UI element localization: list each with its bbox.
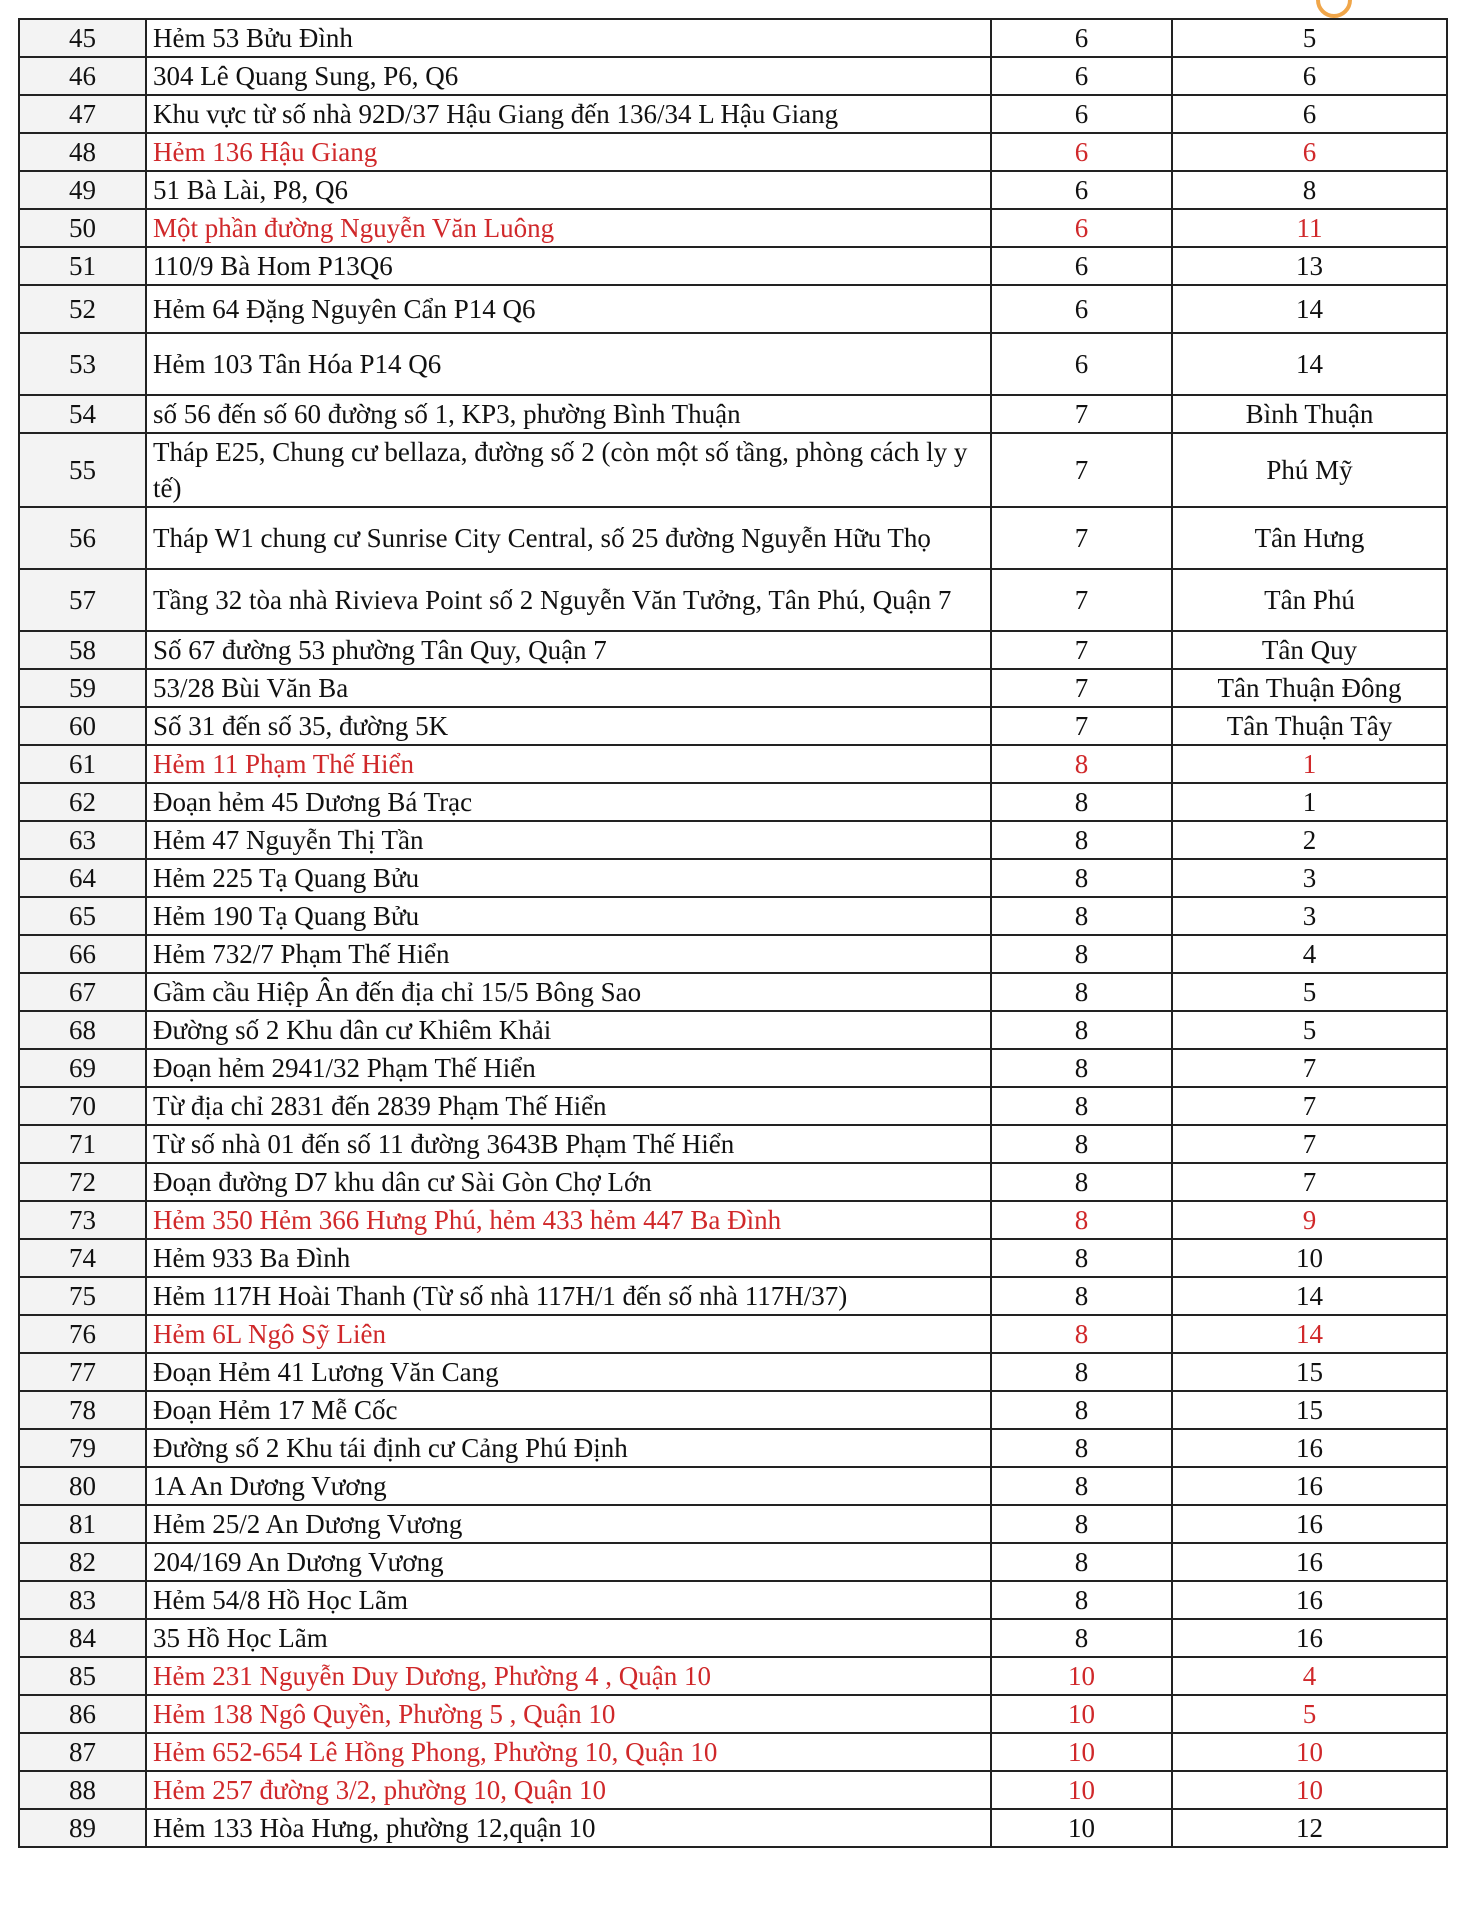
row-index-cell: 82: [19, 1543, 146, 1581]
ward-cell: 16: [1172, 1505, 1447, 1543]
table-row: [19, 1087, 1447, 1125]
address-cell: Hẻm 53 Bửu Đình: [146, 19, 991, 57]
table-row: [19, 1505, 1447, 1543]
table-row: [19, 1467, 1447, 1505]
address-cell: 53/28 Bùi Văn Ba: [146, 669, 991, 707]
ward-cell: Bình Thuận: [1172, 395, 1447, 433]
table-row: [19, 935, 1447, 973]
address-cell: Hẻm 933 Ba Đình: [146, 1239, 991, 1277]
district-cell: 7: [991, 507, 1172, 569]
address-cell: Hẻm 732/7 Phạm Thế Hiển: [146, 935, 991, 973]
row-index-cell: 59: [19, 669, 146, 707]
row-index-cell: 76: [19, 1315, 146, 1353]
district-cell: 10: [991, 1771, 1172, 1809]
table-row: [19, 333, 1447, 395]
row-index-cell: 46: [19, 57, 146, 95]
row-index-cell: 84: [19, 1619, 146, 1657]
district-cell: 6: [991, 57, 1172, 95]
row-index-cell: 83: [19, 1581, 146, 1619]
district-cell: 8: [991, 1505, 1172, 1543]
row-index-cell: 49: [19, 171, 146, 209]
district-cell: 8: [991, 1353, 1172, 1391]
ward-cell: 1: [1172, 783, 1447, 821]
row-index-cell: 73: [19, 1201, 146, 1239]
ward-cell: 11: [1172, 209, 1447, 247]
row-index-cell: 51: [19, 247, 146, 285]
ward-cell: 6: [1172, 133, 1447, 171]
address-cell: Hẻm 103 Tân Hóa P14 Q6: [146, 333, 991, 395]
ward-cell: 5: [1172, 1011, 1447, 1049]
district-cell: 8: [991, 1011, 1172, 1049]
district-cell: 6: [991, 95, 1172, 133]
address-cell: Hẻm 133 Hòa Hưng, phường 12,quận 10: [146, 1809, 991, 1847]
address-cell: Hẻm 138 Ngô Quyền, Phường 5 , Quận 10: [146, 1695, 991, 1733]
ward-cell: 5: [1172, 19, 1447, 57]
district-cell: 8: [991, 1201, 1172, 1239]
row-index-cell: 50: [19, 209, 146, 247]
table-row: [19, 209, 1447, 247]
table-row: [19, 507, 1447, 569]
district-cell: 7: [991, 395, 1172, 433]
district-cell: 8: [991, 1467, 1172, 1505]
table-row: [19, 1771, 1447, 1809]
table-row: [19, 1809, 1447, 1847]
table-row: [19, 1049, 1447, 1087]
row-index-cell: 68: [19, 1011, 146, 1049]
address-cell: Tháp E25, Chung cư bellaza, đường số 2 (còn một số tầng, phòng cách ly y tế): [146, 433, 991, 507]
district-cell: 8: [991, 1239, 1172, 1277]
row-index-cell: 67: [19, 973, 146, 1011]
district-cell: 8: [991, 1391, 1172, 1429]
district-cell: 8: [991, 859, 1172, 897]
row-index-cell: 87: [19, 1733, 146, 1771]
table-row: [19, 1695, 1447, 1733]
table-body: [19, 19, 1447, 1847]
district-cell: 7: [991, 569, 1172, 631]
ward-cell: Tân Thuận Đông: [1172, 669, 1447, 707]
address-cell: Hẻm 652-654 Lê Hồng Phong, Phường 10, Quận 10: [146, 1733, 991, 1771]
ward-cell: 16: [1172, 1429, 1447, 1467]
address-cell: Đoạn đường D7 khu dân cư Sài Gòn Chợ Lớn: [146, 1163, 991, 1201]
row-index-cell: 58: [19, 631, 146, 669]
row-index-cell: 47: [19, 95, 146, 133]
row-index-cell: 61: [19, 745, 146, 783]
ward-cell: 1: [1172, 745, 1447, 783]
district-cell: 8: [991, 745, 1172, 783]
district-cell: 8: [991, 1315, 1172, 1353]
table-row: [19, 57, 1447, 95]
address-cell: Đường số 2 Khu tái định cư Cảng Phú Định: [146, 1429, 991, 1467]
row-index-cell: 81: [19, 1505, 146, 1543]
row-index-cell: 63: [19, 821, 146, 859]
row-index-cell: 53: [19, 333, 146, 395]
table-row: [19, 95, 1447, 133]
ward-cell: 9: [1172, 1201, 1447, 1239]
table-row: [19, 1543, 1447, 1581]
table-row: [19, 973, 1447, 1011]
district-cell: 6: [991, 247, 1172, 285]
table-row: [19, 1011, 1447, 1049]
table-row: [19, 821, 1447, 859]
address-cell: Hẻm 25/2 An Dương Vương: [146, 1505, 991, 1543]
table-row: [19, 133, 1447, 171]
address-cell: Hẻm 350 Hẻm 366 Hưng Phú, hẻm 433 hẻm 447 Ba Đình: [146, 1201, 991, 1239]
table-row: [19, 285, 1447, 333]
row-index-cell: 71: [19, 1125, 146, 1163]
ward-cell: 16: [1172, 1467, 1447, 1505]
address-cell: Từ địa chỉ 2831 đến 2839 Phạm Thế Hiển: [146, 1087, 991, 1125]
row-index-cell: 66: [19, 935, 146, 973]
table-row: [19, 1581, 1447, 1619]
ward-cell: Phú Mỹ: [1172, 433, 1447, 507]
address-cell: Hẻm 231 Nguyễn Duy Dương, Phường 4 , Quận 10: [146, 1657, 991, 1695]
row-index-cell: 79: [19, 1429, 146, 1467]
table-row: [19, 1391, 1447, 1429]
district-cell: 6: [991, 133, 1172, 171]
table-row: [19, 669, 1447, 707]
row-index-cell: 62: [19, 783, 146, 821]
table-row: [19, 1733, 1447, 1771]
table-row: [19, 631, 1447, 669]
row-index-cell: 78: [19, 1391, 146, 1429]
address-cell: Hẻm 117H Hoài Thanh (Từ số nhà 117H/1 đến số nhà 117H/37): [146, 1277, 991, 1315]
row-index-cell: 75: [19, 1277, 146, 1315]
district-cell: 8: [991, 897, 1172, 935]
ward-cell: 16: [1172, 1619, 1447, 1657]
table-row: [19, 395, 1447, 433]
address-cell: Đường số 2 Khu dân cư Khiêm Khải: [146, 1011, 991, 1049]
table-row: [19, 1201, 1447, 1239]
address-cell: Tháp W1 chung cư Sunrise City Central, số 25 đường Nguyễn Hữu Thọ: [146, 507, 991, 569]
address-cell: số 56 đến số 60 đường số 1, KP3, phường Bình Thuận: [146, 395, 991, 433]
ward-cell: 5: [1172, 1695, 1447, 1733]
row-index-cell: 52: [19, 285, 146, 333]
address-cell: Hẻm 11 Phạm Thế Hiển: [146, 745, 991, 783]
address-cell: Đoạn hẻm 2941/32 Phạm Thế Hiển: [146, 1049, 991, 1087]
row-index-cell: 77: [19, 1353, 146, 1391]
ward-cell: 6: [1172, 57, 1447, 95]
address-cell: Khu vực từ số nhà 92D/37 Hậu Giang đến 136/34 L Hậu Giang: [146, 95, 991, 133]
address-cell: Hẻm 190 Tạ Quang Bửu: [146, 897, 991, 935]
address-cell: Hẻm 54/8 Hồ Học Lãm: [146, 1581, 991, 1619]
district-cell: 6: [991, 209, 1172, 247]
table-row: [19, 1657, 1447, 1695]
ward-cell: 5: [1172, 973, 1447, 1011]
address-cell: Số 67 đường 53 phường Tân Quy, Quận 7: [146, 631, 991, 669]
district-cell: 8: [991, 935, 1172, 973]
district-cell: 6: [991, 333, 1172, 395]
row-index-cell: 56: [19, 507, 146, 569]
table-row: [19, 433, 1447, 507]
ward-cell: 14: [1172, 1315, 1447, 1353]
ward-cell: 7: [1172, 1163, 1447, 1201]
ward-cell: 12: [1172, 1809, 1447, 1847]
district-cell: 10: [991, 1809, 1172, 1847]
row-index-cell: 74: [19, 1239, 146, 1277]
address-cell: Đoạn Hẻm 17 Mễ Cốc: [146, 1391, 991, 1429]
district-cell: 8: [991, 821, 1172, 859]
ward-cell: 4: [1172, 935, 1447, 973]
table-row: [19, 859, 1447, 897]
ward-cell: 16: [1172, 1543, 1447, 1581]
ward-cell: 6: [1172, 95, 1447, 133]
ward-cell: 16: [1172, 1581, 1447, 1619]
ward-cell: 8: [1172, 171, 1447, 209]
address-cell: 304 Lê Quang Sung, P6, Q6: [146, 57, 991, 95]
address-cell: Hẻm 47 Nguyễn Thị Tần: [146, 821, 991, 859]
address-cell: Đoạn Hẻm 41 Lương Văn Cang: [146, 1353, 991, 1391]
table-row: [19, 1353, 1447, 1391]
ward-cell: 14: [1172, 1277, 1447, 1315]
address-cell: 1A An Dương Vương: [146, 1467, 991, 1505]
table-row: [19, 1277, 1447, 1315]
district-cell: 8: [991, 973, 1172, 1011]
ward-cell: 3: [1172, 859, 1447, 897]
district-cell: 6: [991, 285, 1172, 333]
row-index-cell: 72: [19, 1163, 146, 1201]
address-cell: Hẻm 225 Tạ Quang Bửu: [146, 859, 991, 897]
row-index-cell: 60: [19, 707, 146, 745]
table-row: [19, 1163, 1447, 1201]
ward-cell: Tân Quy: [1172, 631, 1447, 669]
district-cell: 7: [991, 631, 1172, 669]
row-index-cell: 80: [19, 1467, 146, 1505]
district-cell: 8: [991, 1049, 1172, 1087]
district-cell: 10: [991, 1733, 1172, 1771]
row-index-cell: 55: [19, 433, 146, 507]
address-table: [18, 18, 1448, 1848]
ward-cell: 15: [1172, 1353, 1447, 1391]
district-cell: 7: [991, 433, 1172, 507]
row-index-cell: 89: [19, 1809, 146, 1847]
address-cell: Hẻm 136 Hậu Giang: [146, 133, 991, 171]
district-cell: 10: [991, 1695, 1172, 1733]
logo-icon: [1316, 0, 1352, 18]
row-index-cell: 64: [19, 859, 146, 897]
row-index-cell: 85: [19, 1657, 146, 1695]
ward-cell: 14: [1172, 333, 1447, 395]
ward-cell: Tân Thuận Tây: [1172, 707, 1447, 745]
address-cell: 110/9 Bà Hom P13Q6: [146, 247, 991, 285]
address-cell: Tầng 32 tòa nhà Rivieva Point số 2 Nguyễn Văn Tưởng, Tân Phú, Quận 7: [146, 569, 991, 631]
ward-cell: 7: [1172, 1049, 1447, 1087]
ward-cell: 13: [1172, 247, 1447, 285]
address-cell: Hẻm 257 đường 3/2, phường 10, Quận 10: [146, 1771, 991, 1809]
district-cell: 8: [991, 1429, 1172, 1467]
district-cell: 8: [991, 1581, 1172, 1619]
address-cell: 51 Bà Lài, P8, Q6: [146, 171, 991, 209]
table-row: [19, 745, 1447, 783]
district-cell: 7: [991, 707, 1172, 745]
district-cell: 8: [991, 1087, 1172, 1125]
ward-cell: 3: [1172, 897, 1447, 935]
ward-cell: 4: [1172, 1657, 1447, 1695]
table-row: [19, 247, 1447, 285]
ward-cell: 2: [1172, 821, 1447, 859]
table-row: [19, 1619, 1447, 1657]
table-row: [19, 569, 1447, 631]
ward-cell: Tân Hưng: [1172, 507, 1447, 569]
address-cell: Hẻm 64 Đặng Nguyên Cẩn P14 Q6: [146, 285, 991, 333]
row-index-cell: 86: [19, 1695, 146, 1733]
address-cell: Từ số nhà 01 đến số 11 đường 3643B Phạm Thế Hiển: [146, 1125, 991, 1163]
district-cell: 8: [991, 1125, 1172, 1163]
table-row: [19, 19, 1447, 57]
district-cell: 8: [991, 783, 1172, 821]
ward-cell: 10: [1172, 1733, 1447, 1771]
district-cell: 8: [991, 1543, 1172, 1581]
row-index-cell: 54: [19, 395, 146, 433]
ward-cell: Tân Phú: [1172, 569, 1447, 631]
ward-cell: 10: [1172, 1771, 1447, 1809]
table-row: [19, 1125, 1447, 1163]
row-index-cell: 69: [19, 1049, 146, 1087]
address-cell: Một phần đường Nguyễn Văn Luông: [146, 209, 991, 247]
district-cell: 8: [991, 1277, 1172, 1315]
ward-cell: 14: [1172, 285, 1447, 333]
table-row: [19, 897, 1447, 935]
ward-cell: 7: [1172, 1125, 1447, 1163]
district-cell: 10: [991, 1657, 1172, 1695]
table-row: [19, 171, 1447, 209]
table-row: [19, 1429, 1447, 1467]
table-row: [19, 1239, 1447, 1277]
ward-cell: 7: [1172, 1087, 1447, 1125]
row-index-cell: 45: [19, 19, 146, 57]
district-cell: 8: [991, 1619, 1172, 1657]
row-index-cell: 65: [19, 897, 146, 935]
row-index-cell: 88: [19, 1771, 146, 1809]
row-index-cell: 70: [19, 1087, 146, 1125]
table-row: [19, 707, 1447, 745]
address-cell: Gầm cầu Hiệp Ân đến địa chỉ 15/5 Bông Sao: [146, 973, 991, 1011]
table-row: [19, 783, 1447, 821]
address-cell: Số 31 đến số 35, đường 5K: [146, 707, 991, 745]
address-cell: Đoạn hẻm 45 Dương Bá Trạc: [146, 783, 991, 821]
district-cell: 7: [991, 669, 1172, 707]
district-cell: 6: [991, 19, 1172, 57]
district-cell: 8: [991, 1163, 1172, 1201]
row-index-cell: 48: [19, 133, 146, 171]
row-index-cell: 57: [19, 569, 146, 631]
address-cell: 204/169 An Dương Vương: [146, 1543, 991, 1581]
ward-cell: 10: [1172, 1239, 1447, 1277]
ward-cell: 15: [1172, 1391, 1447, 1429]
district-cell: 6: [991, 171, 1172, 209]
address-cell: 35 Hồ Học Lãm: [146, 1619, 991, 1657]
address-cell: Hẻm 6L Ngô Sỹ Liên: [146, 1315, 991, 1353]
table-row: [19, 1315, 1447, 1353]
